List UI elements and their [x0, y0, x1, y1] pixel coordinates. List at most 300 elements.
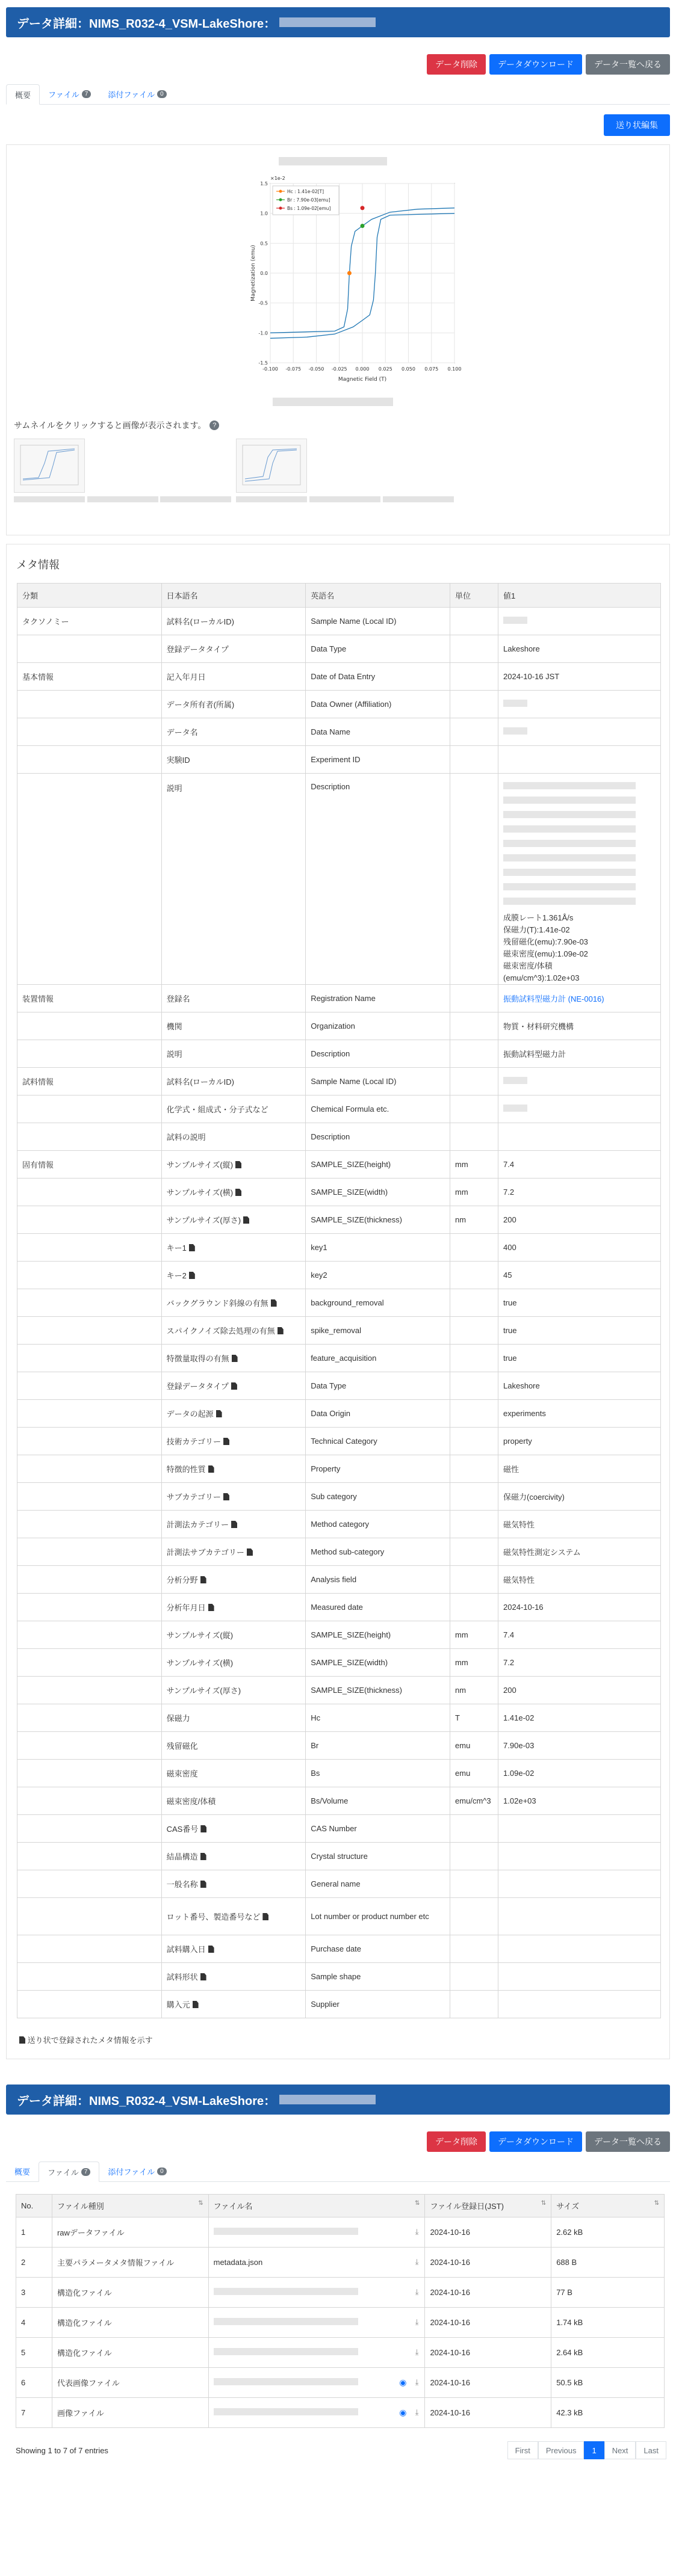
- meta-cell: [498, 1991, 661, 2018]
- instrument-link[interactable]: 振動試料型磁力計 (NE-0016): [503, 994, 604, 1003]
- entries-count: Showing 1 to 7 of 7 entries: [16, 2445, 108, 2455]
- cell-text: 7.4: [503, 1160, 515, 1169]
- meta-cell: [161, 1345, 306, 1372]
- cell-text: Technical Category: [311, 1437, 377, 1446]
- cell-text: Data Name: [311, 727, 350, 736]
- meta-cell: [161, 1511, 306, 1538]
- meta-cell: [306, 1095, 450, 1123]
- meta-cell: [306, 1345, 450, 1372]
- pager-first[interactable]: First: [507, 2441, 538, 2459]
- meta-cell: [306, 1400, 450, 1428]
- meta-row: [17, 1594, 661, 1621]
- cell-text: サンプルサイズ(厚さ): [166, 1216, 241, 1225]
- cell-text: Method sub-category: [311, 1547, 385, 1556]
- back-to-list-button[interactable]: データ一覧へ戻る: [586, 54, 670, 75]
- meta-cell: [306, 1179, 450, 1206]
- meta-cell: [450, 1843, 498, 1870]
- file-cell: [16, 2338, 52, 2368]
- meta-cell: [17, 1621, 162, 1649]
- meta-cell: [450, 1760, 498, 1787]
- y-tick-label: 0.5: [259, 241, 268, 247]
- cell-text: Bs: [311, 1769, 320, 1778]
- tab-overview[interactable]: [6, 84, 40, 105]
- meta-cell: [498, 1095, 661, 1123]
- cell-text: 試料の説明: [166, 1133, 206, 1142]
- description-line: 残留磁化(emu):7.90e-03: [503, 937, 588, 946]
- files-header-cell[interactable]: [52, 2195, 208, 2217]
- redacted-file-name: [214, 2288, 358, 2295]
- document-icon: [193, 2001, 199, 2008]
- cell-text: 2024-10-16: [430, 2378, 470, 2387]
- meta-cell: [17, 1935, 162, 1963]
- meta-cell: [17, 718, 162, 746]
- meta-cell: [498, 1732, 661, 1760]
- meta-cell: [450, 1511, 498, 1538]
- meta-cell: [450, 1428, 498, 1455]
- cell-text: 試料形状: [166, 1973, 198, 1982]
- meta-row: [17, 1040, 661, 1068]
- legend-marker: [279, 199, 282, 202]
- cell-text: 実験ID: [166, 756, 190, 765]
- cell-text: 磁束密度/体積: [166, 1797, 216, 1806]
- x-tick-label: -0.100: [262, 366, 278, 372]
- meta-row: [17, 1289, 661, 1317]
- meta-cell: [306, 1123, 450, 1151]
- y-tick-label: -0.5: [258, 300, 268, 306]
- meta-cell: [498, 1345, 661, 1372]
- redacted-label: [236, 496, 307, 502]
- meta-cell: [161, 1317, 306, 1345]
- cell-text: 7: [21, 2408, 26, 2417]
- meta-cell: [306, 1012, 450, 1040]
- help-icon[interactable]: ?: [209, 421, 219, 430]
- cell-text: 登録データタイプ: [166, 645, 229, 654]
- files-header-cell[interactable]: [16, 2195, 52, 2217]
- cell-text: サンプルサイズ(縦): [166, 1160, 234, 1169]
- cell-text: 3: [21, 2288, 26, 2297]
- cell-text: 42.3 kB: [556, 2408, 583, 2417]
- meta-cell: [450, 1815, 498, 1843]
- file-cell: [16, 2278, 52, 2308]
- redacted-label: [14, 496, 85, 502]
- meta-cell: [498, 1400, 661, 1428]
- cell-text: mm: [455, 1160, 468, 1169]
- meta-cell: [498, 774, 661, 985]
- redacted-file-name: [214, 2348, 358, 2355]
- meta-row: [17, 1870, 661, 1898]
- meta-cell: [498, 746, 661, 774]
- legend-label: Hc : 1.41e-02[T]: [287, 189, 324, 194]
- cell-text: true: [503, 1354, 517, 1363]
- meta-row: [17, 1538, 661, 1566]
- meta-cell: [17, 1870, 162, 1898]
- meta-cell: [306, 774, 450, 985]
- meta-cell: [450, 1935, 498, 1963]
- document-icon: [223, 1438, 229, 1445]
- meta-row: [17, 1935, 661, 1963]
- meta-cell: [498, 635, 661, 663]
- cell-text: 計測法サブカテゴリー: [166, 1548, 244, 1557]
- meta-cell: [161, 1400, 306, 1428]
- pager-last[interactable]: Last: [636, 2441, 666, 2459]
- meta-cell: [161, 746, 306, 774]
- meta-row: [17, 1095, 661, 1123]
- meta-cell: [17, 1206, 162, 1234]
- files-footer: [16, 2441, 666, 2459]
- cell-text: 特徴的性質: [166, 1465, 206, 1474]
- document-icon: [189, 1244, 195, 1251]
- cell-text: Measured date: [311, 1603, 363, 1612]
- meta-cell: [450, 1483, 498, 1511]
- redacted-value: [503, 1105, 527, 1112]
- meta-cell: [17, 635, 162, 663]
- meta-cell: [498, 1760, 661, 1787]
- thumbnail-image[interactable]: [14, 439, 85, 493]
- meta-cell: [306, 746, 450, 774]
- meta-cell: [498, 691, 661, 718]
- document-icon: [200, 1825, 206, 1832]
- meta-cell: [17, 746, 162, 774]
- cell-text: background_removal: [311, 1298, 384, 1307]
- cell-text: 購入元: [166, 2000, 190, 2009]
- thumbnail-item[interactable]: [14, 439, 231, 504]
- meta-cell: [450, 1068, 498, 1095]
- delete-data-button[interactable]: データ削除: [427, 54, 486, 75]
- download-data-button[interactable]: データダウンロード: [489, 54, 582, 75]
- cell-text: 688 B: [556, 2258, 577, 2267]
- meta-cell: [450, 1455, 498, 1483]
- meta-cell: [450, 1317, 498, 1345]
- thumbnail-item[interactable]: [236, 439, 453, 504]
- meta-cell: [450, 1991, 498, 2018]
- cell-text: 1: [21, 2228, 26, 2237]
- y-tick-label: 0.0: [259, 271, 268, 276]
- cell-text: 2024-10-16: [430, 2258, 470, 2267]
- meta-cell: [161, 1621, 306, 1649]
- legend-marker: [279, 190, 282, 193]
- preview-eye-icon[interactable]: ◉: [399, 2408, 407, 2417]
- file-cell: [16, 2217, 52, 2248]
- cell-text: Sample Name (Local ID): [311, 1077, 397, 1086]
- header-label: ファイル登録日(JST): [430, 2202, 504, 2211]
- download-icon[interactable]: ⤓: [415, 2377, 419, 2386]
- meta-cell: [17, 1483, 162, 1511]
- meta-row: [17, 718, 661, 746]
- meta-cell: [306, 1760, 450, 1787]
- meta-cell: [498, 1898, 661, 1935]
- document-icon: [278, 1327, 284, 1334]
- meta-footer: [17, 2034, 669, 2045]
- cell-text: 化学式・組成式・分子式など: [166, 1105, 268, 1114]
- meta-cell: [306, 1151, 450, 1179]
- y-tick-label: -1.0: [258, 330, 268, 336]
- document-icon: [223, 1493, 229, 1500]
- meta-cell: [306, 1234, 450, 1262]
- cell-text: key1: [311, 1243, 327, 1252]
- meta-cell: [161, 1815, 306, 1843]
- cell-text: 構造化ファイル: [57, 2288, 112, 2297]
- cell-text: 400: [503, 1243, 516, 1252]
- meta-cell: [161, 985, 306, 1012]
- meta-cell: [306, 635, 450, 663]
- meta-cell: [161, 1594, 306, 1621]
- cell-text: 磁気特性測定システム: [503, 1548, 581, 1557]
- cell-text: 装置情報: [22, 994, 54, 1003]
- download-icon[interactable]: ⤓: [415, 2257, 419, 2266]
- document-icon: [189, 1272, 195, 1279]
- page-title: データ詳細：NIMS_R032-4_VSM-LakeShore：: [17, 17, 276, 31]
- cell-text: emu: [455, 1769, 471, 1778]
- meta-cell: [17, 1428, 162, 1455]
- meta-cell: [498, 1843, 661, 1870]
- download-icon[interactable]: ⤓: [415, 2408, 419, 2417]
- meta-cell: [498, 1963, 661, 1991]
- meta-row: [17, 1677, 661, 1704]
- meta-cell: [450, 1151, 498, 1179]
- redacted-text: [503, 825, 636, 833]
- files-header-cell[interactable]: [551, 2195, 665, 2217]
- file-cell: [425, 2217, 551, 2248]
- preview-eye-icon[interactable]: ◉: [399, 2377, 407, 2387]
- download-icon[interactable]: ⤓: [415, 2317, 419, 2326]
- cell-text: Method category: [311, 1520, 370, 1529]
- cell-text: 6: [21, 2378, 26, 2387]
- file-cell: [551, 2338, 665, 2368]
- sort-icon[interactable]: ⇅: [654, 2200, 659, 2207]
- cell-text: 試料名(ローカルID): [166, 1077, 234, 1086]
- chart-image[interactable]: [212, 157, 464, 407]
- redacted-label: [383, 496, 454, 502]
- meta-cell: [17, 1234, 162, 1262]
- meta-cell: [17, 691, 162, 718]
- cell-text: 構造化ファイル: [57, 2349, 112, 2358]
- download-data-button[interactable]: データダウンロード: [489, 2131, 582, 2152]
- meta-cell: [17, 1012, 162, 1040]
- meta-cell: [161, 1455, 306, 1483]
- cell-text: Date of Data Entry: [311, 672, 376, 681]
- meta-cell: [498, 718, 661, 746]
- count-badge: 0: [157, 90, 167, 98]
- meta-cell: [161, 1012, 306, 1040]
- meta-row: [17, 1372, 661, 1400]
- cell-text: サンプルサイズ(厚さ): [166, 1686, 241, 1695]
- meta-cell: [498, 1289, 661, 1317]
- redacted-text: [503, 797, 636, 804]
- tab-attachments[interactable]: [99, 84, 175, 104]
- meta-cell: [161, 663, 306, 691]
- meta-cell: [450, 1787, 498, 1815]
- cell-text: Data Type: [311, 644, 347, 653]
- cell-text: 5: [21, 2348, 26, 2357]
- meta-cell: [450, 663, 498, 691]
- file-row: [16, 2248, 665, 2278]
- meta-cell: [161, 1095, 306, 1123]
- file-cell: [52, 2368, 208, 2398]
- pager-next[interactable]: Next: [604, 2441, 636, 2459]
- back-to-list-button[interactable]: データ一覧へ戻る: [586, 2131, 670, 2152]
- meta-row: [17, 1151, 661, 1179]
- tab-files[interactable]: [39, 2162, 99, 2182]
- meta-cell: [161, 1704, 306, 1732]
- file-row: [16, 2308, 665, 2338]
- cell-text: キー2: [166, 1271, 187, 1280]
- page-title: データ詳細：NIMS_R032-4_VSM-LakeShore：: [17, 2094, 276, 2108]
- cell-text: Hc: [311, 1713, 321, 1722]
- document-icon: [231, 1382, 237, 1390]
- tab-files[interactable]: [40, 84, 99, 104]
- meta-cell: [306, 1566, 450, 1594]
- redacted-name: [279, 17, 376, 27]
- cell-text: ロット番号、製造番号など: [166, 1912, 261, 1921]
- tab-bar-files: [6, 2162, 670, 2182]
- meta-cell: [17, 1898, 162, 1935]
- page-title-bar: [6, 7, 670, 37]
- document-icon: [262, 1913, 268, 1920]
- meta-cell: [161, 1372, 306, 1400]
- download-icon[interactable]: ⤓: [415, 2227, 419, 2236]
- cell-text: Registration Name: [311, 994, 376, 1003]
- meta-row: [17, 663, 661, 691]
- redacted-text: [503, 883, 636, 890]
- meta-cell: [17, 1963, 162, 1991]
- file-row: [16, 2278, 665, 2308]
- meta-cell: [17, 985, 162, 1012]
- meta-cell: [450, 1234, 498, 1262]
- meta-cell: [17, 1732, 162, 1760]
- pager-1[interactable]: 1: [584, 2441, 604, 2459]
- file-cell: [208, 2308, 425, 2338]
- cell-text: Description: [311, 1132, 350, 1141]
- cell-text: Data Origin: [311, 1409, 350, 1418]
- meta-cell: [17, 1400, 162, 1428]
- sort-icon[interactable]: ⇅: [541, 2200, 547, 2207]
- cell-text: 構造化ファイル: [57, 2319, 112, 2328]
- meta-cell: [17, 1594, 162, 1621]
- cell-text: バックグラウンド斜線の有無: [166, 1299, 268, 1308]
- meta-cell: [498, 1455, 661, 1483]
- description-line: 保磁力(T):1.41e-02: [503, 925, 570, 934]
- download-icon[interactable]: ⤓: [415, 2287, 419, 2296]
- meta-cell: [498, 1649, 661, 1677]
- meta-header-cell: 値1: [498, 584, 661, 608]
- files-header-cell[interactable]: [208, 2195, 425, 2217]
- meta-cell: [161, 1677, 306, 1704]
- cell-text: 2024-10-16: [430, 2318, 470, 2327]
- meta-cell: [306, 718, 450, 746]
- meta-cell: [306, 1870, 450, 1898]
- cell-text: Sample Name (Local ID): [311, 617, 397, 626]
- meta-row: [17, 1345, 661, 1372]
- cell-text: SAMPLE_SIZE(width): [311, 1188, 388, 1197]
- y-axis-label: Magnetization (emu): [250, 245, 256, 301]
- meta-cell: [161, 1262, 306, 1289]
- meta-row: [17, 774, 661, 985]
- file-cell: [425, 2308, 551, 2338]
- files-header-cell[interactable]: [425, 2195, 551, 2217]
- meta-cell: [450, 985, 498, 1012]
- sort-icon[interactable]: ⇅: [198, 2200, 203, 2207]
- meta-cell: [498, 1621, 661, 1649]
- tab-label: 概要: [14, 2168, 31, 2177]
- x-tick-label: -0.050: [308, 366, 324, 372]
- file-cell: [551, 2368, 665, 2398]
- meta-row: [17, 1704, 661, 1732]
- x-axis-label: Magnetic Field (T): [338, 377, 386, 383]
- edit-invoice-button[interactable]: 送り状編集: [604, 114, 670, 136]
- tab-label: 概要: [15, 90, 31, 100]
- meta-cell: [450, 1621, 498, 1649]
- hysteresis-chart: [212, 165, 464, 394]
- file-cell: [52, 2398, 208, 2428]
- thumbnail-image[interactable]: [236, 439, 307, 493]
- cell-text: 分析分野: [166, 1576, 198, 1585]
- meta-cell: [306, 1206, 450, 1234]
- cell-text: emu/cm^3: [455, 1796, 491, 1805]
- meta-cell: [161, 1870, 306, 1898]
- meta-row: [17, 1317, 661, 1345]
- cell-text: 2024-10-16: [430, 2288, 470, 2297]
- meta-cell: [450, 1649, 498, 1677]
- meta-cell: [306, 1317, 450, 1345]
- cell-text: データの起源: [166, 1410, 214, 1419]
- cell-text: 一般名称: [166, 1880, 198, 1889]
- pager-previous[interactable]: Previous: [538, 2441, 585, 2459]
- cell-text: property: [503, 1437, 532, 1446]
- meta-cell: [161, 1963, 306, 1991]
- redacted-label: [160, 496, 231, 502]
- cell-text: 試料購入日: [166, 1945, 206, 1954]
- cell-text: 結晶構造: [166, 1852, 198, 1861]
- count-badge: 7: [82, 90, 91, 98]
- delete-data-button[interactable]: データ削除: [427, 2131, 486, 2152]
- document-icon: [232, 1355, 238, 1362]
- meta-cell: [17, 1511, 162, 1538]
- cell-text: Bs/Volume: [311, 1796, 349, 1805]
- document-icon: [208, 1465, 214, 1473]
- meta-cell: [450, 1179, 498, 1206]
- y-scale-label: ×1e-2: [270, 176, 285, 181]
- document-icon: [19, 2036, 25, 2044]
- meta-cell: [306, 1068, 450, 1095]
- meta-cell: [17, 1372, 162, 1400]
- file-cell: [425, 2338, 551, 2368]
- file-cell: [551, 2248, 665, 2278]
- meta-header-cell: 単位: [450, 584, 498, 608]
- meta-cell: [450, 1732, 498, 1760]
- meta-row: [17, 608, 661, 635]
- file-cell: [425, 2278, 551, 2308]
- file-cell: [16, 2248, 52, 2278]
- tab-overview[interactable]: [6, 2162, 39, 2181]
- marker-point: [360, 206, 364, 210]
- meta-cell: [498, 1566, 661, 1594]
- sort-icon[interactable]: ⇅: [415, 2200, 420, 2207]
- meta-cell: [450, 1289, 498, 1317]
- tab-attachments[interactable]: [99, 2162, 175, 2181]
- download-icon[interactable]: ⤓: [415, 2347, 419, 2356]
- meta-cell: [161, 1843, 306, 1870]
- meta-cell: [306, 608, 450, 635]
- meta-cell: [450, 608, 498, 635]
- cell-text: 説明: [166, 784, 182, 793]
- meta-cell: [17, 1289, 162, 1317]
- file-row: [16, 2338, 665, 2368]
- meta-cell: [161, 774, 306, 985]
- document-icon: [235, 1189, 241, 1196]
- cell-text: Data Type: [311, 1381, 347, 1390]
- cell-text: 主要パラメータメタ情報ファイル: [57, 2258, 175, 2267]
- redacted-text: [503, 811, 636, 818]
